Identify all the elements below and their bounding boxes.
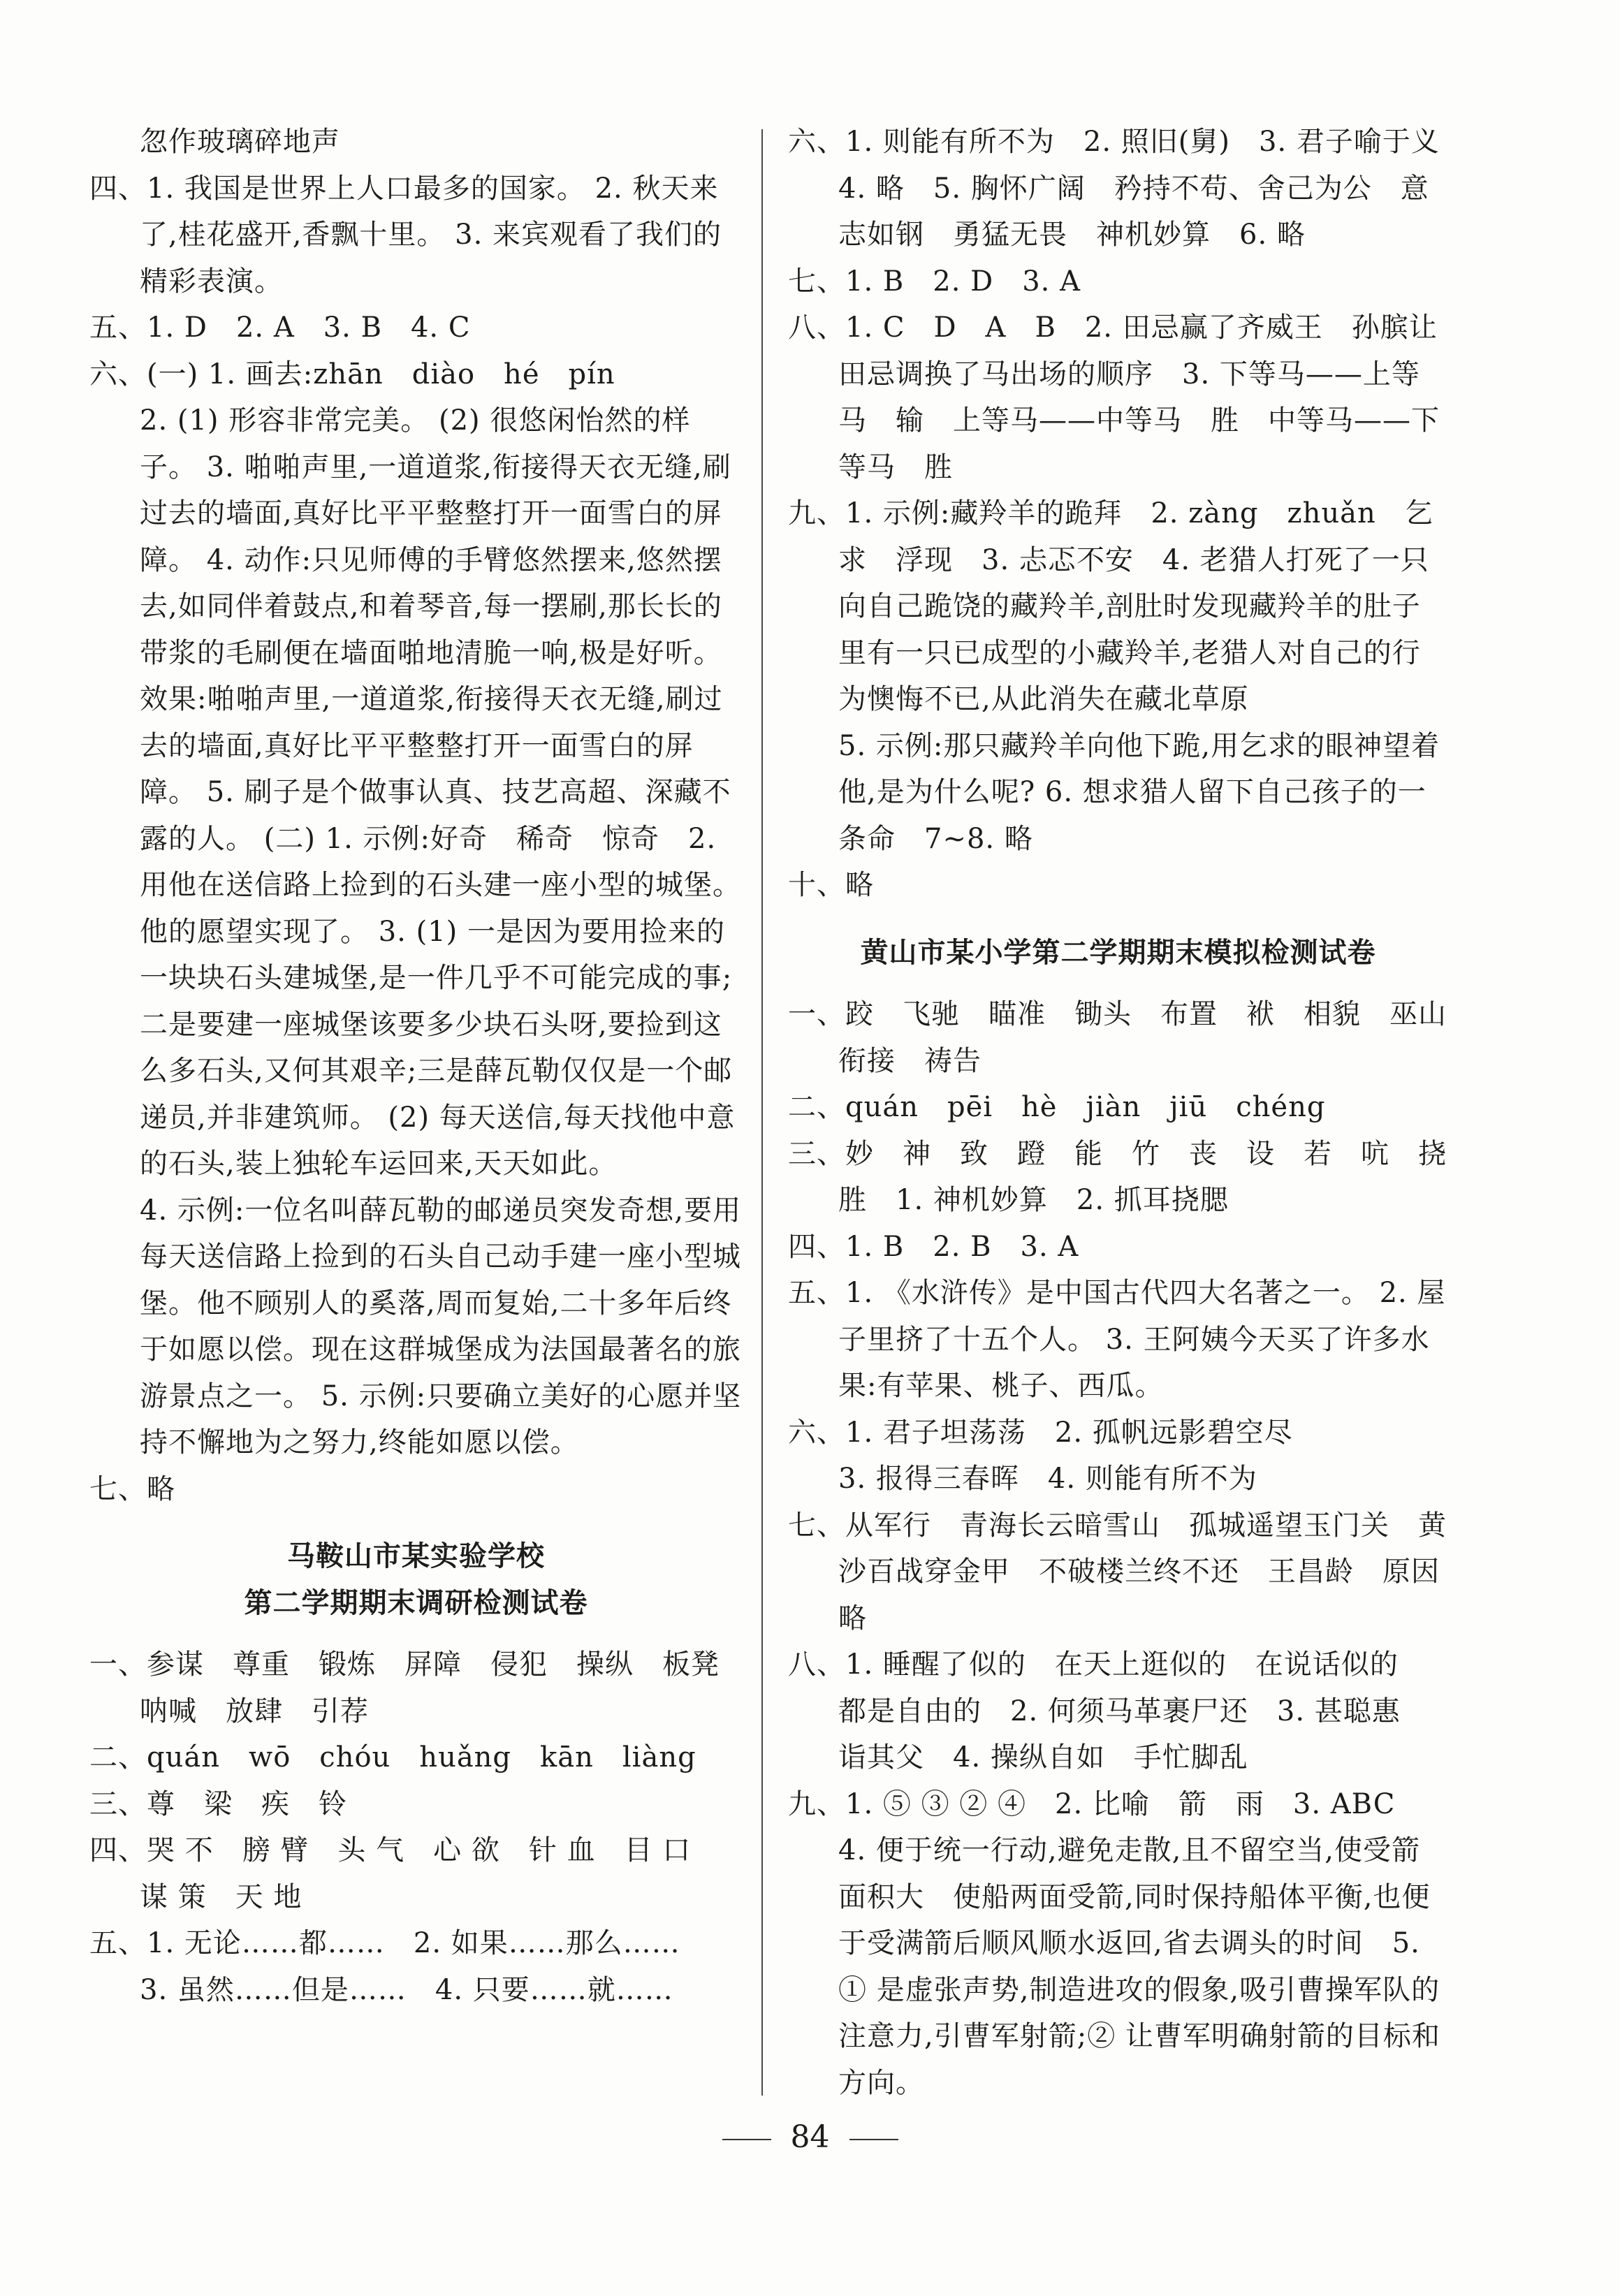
answer-para: 五、1. 《水浒传》是中国古代四大名著之一。 2. 屋子里挤了十五个人。 3. 王阿姨今天买了许多水果:有苹果、桃子、西瓜。 [788,1277,1446,1402]
answer-para: 4. 示例:一位名叫薛瓦勒的邮递员突发奇想,要用每天送信路上捡到的石头自己动手建一座小型城堡。他不顾别人的奚落,周而复始,二十多年后终于如愿以偿。现在这群城堡成为法国最著名的旅游景点之一。 5. 示例:只要确立美好的心愿并坚持不懈地为之努力,终能如愿以偿。 [140,1194,742,1458]
answer-para: 二、quán wō chóu huǎng kān liàng [89,1741,696,1774]
answer-para: 3. 虽然……但是…… 4. 只要……就…… [140,1973,673,2006]
answer-para: 六、1. 君子坦荡荡 2. 孤帆远影碧空尽 [788,1416,1293,1449]
answer-para: 四、1. B 2. B 3. A [788,1230,1079,1263]
answer-para: 七、1. B 2. D 3. A [788,265,1081,298]
answer-para: 三、妙 神 致 蹬 能 竹 丧 设 若 吭 挠 胜 1. 神机妙算 2. 抓耳挠腮 [788,1137,1475,1216]
answer-para: 五、1. 无论……都…… 2. 如果……那么…… [89,1927,680,1959]
left-column [89,119,748,2013]
footer-dash-left [722,2139,771,2140]
answer-para: 5. 示例:那只藏羚羊向他下跪,用乞求的眼神望着他,是为什么呢? 6. 想求猎人留下自己孩子的一条命 7~8. 略 [838,729,1440,855]
answer-line: 忽作玻璃碎地声 [140,126,340,158]
answer-para: 八、1. C D A B 2. 田忌赢了齐威王 孙膑让田忌调换了马出场的顺序 3. 下等马——上等马 输 上等马——中等马 胜 中等马——下等马 胜 [788,312,1440,483]
answer-para: 八、1. 睡醒了似的 在天上逛似的 在说话似的 都是自由的 2. 何须马革裹尸还 3. 甚聪惠 诣其父 4. 操纵自如 手忙脚乱 [788,1648,1429,1774]
right-column [788,119,1475,2106]
answer-para: 十、略 [788,869,874,901]
page-number: 84 [790,2119,830,2155]
answer-para: 六、1. 则能有所不为 2. 照旧(舅) 3. 君子喻于义 4. 略 5. 胸怀广阔 矜持不苟、舍己为公 意志如钢 勇猛无畏 神机妙算 6. 略 [788,126,1468,251]
answer-para: 四、哭 不 膀 臂 头 气 心 欲 针 血 目 口 谋 策 天 地 [89,1834,720,1913]
section-title: 黄山市某小学第二学期期末模拟检测试卷 [860,936,1376,969]
page-footer [0,2116,1620,2158]
answer-para: 3. 报得三春晖 4. 则能有所不为 [838,1463,1257,1495]
answer-para: 九、1. 示例:藏羚羊的跪拜 2. zàng zhuǎn 乞求 浮现 3. 忐忑不安 4. 老猎人打死了一只向自己跪饶的藏羚羊,剖肚时发现藏羚羊的肚子里有一只已成型的小藏羚羊,老猎人对自己的行为懊悔不已,从此消失在藏北草原 [788,497,1433,715]
answer-para: 九、1. ⑤ ③ ② ④ 2. 比喻 箭 雨 3. ABC [788,1787,1396,1820]
footer-dash-right [849,2139,898,2140]
answer-para: 四、1. 我国是世界上人口最多的国家。 2. 秋天来了,桂花盛开,香飘十里。 3. 来宾观看了我们的精彩表演。 [89,172,722,298]
section-subtitle: 第二学期期末调研检测试卷 [244,1586,588,1619]
answer-para: 一、跤 飞驰 瞄准 锄头 布置 袱 相貌 巫山 衔接 祷告 [788,998,1475,1077]
section-title: 马鞍山市某实验学校 [287,1540,545,1572]
answer-para: 一、参谋 尊重 锻炼 屏障 侵犯 操纵 板凳 呐喊 放肆 引荐 [89,1648,748,1727]
column-divider [761,129,763,2096]
answer-para: 七、略 [89,1472,175,1505]
answer-para: 二、quán pēi hè jiàn jiū chéng [788,1091,1326,1123]
answer-para: 五、1. D 2. A 3. B 4. C [89,312,471,344]
answer-para: 4. 便于统一行动,避免走散,且不留空当,使受箭面积大 使船两面受箭,同时保持船体平衡,也便于受满箭后顺风顺水返回,省去调头的时间 5. ① 是虚张声势,制造进攻的假象,吸引曹操军队的注意力,引曹军射箭;② 让曹军明确射箭的目标和方向。 [838,1834,1440,2099]
answer-para: 2. (1) 形容非常完美。 (2) 很悠闲怡然的样子。 3. 啪啪声里,一道道浆,衔接得天衣无缝,刷过去的墙面,真好比平平整整打开一面雪白的屏障。 4. 动作:只见师傅的手臂悠然摆来,悠然摆去,如同伴着鼓点,和着琴音,每一摆刷,那长长的带浆的毛刷便在墙面啪地清脆一响,极是好听。 效果:啪啪声里,一道道浆,衔接得天衣无缝,刷过去的墙面,真好比平平整整打开一面雪白的屏障。 5. 刷子是个做事认真、技艺高超、深藏不露的人。 (二) 1. 示例:好奇 稀奇 惊奇 2. 用他在送信路上捡到的石头建一座小型的城堡。 他的愿望实现了。 3. (1) 一是因为要用捡来的一块块石头建城堡,是一件几乎不可能完成的事;二是要建一座城堡该要多少块石头呀,要捡到这么多石头,又何其艰辛;三是薛瓦勒仅仅是一个邮递员,并非建筑师。 (2) 每天送信,每天找他中意的石头,装上独轮车运回来,天天如此。 [140,404,741,1180]
answer-para: 六、(一) 1. 画去:zhān diào hé pín [89,358,615,390]
answer-para: 七、从军行 青海长云暗雪山 孤城遥望玉门关 黄沙百战穿金甲 不破楼兰终不还 王昌龄 原因略 [788,1509,1447,1635]
answer-para: 三、尊 梁 疾 铃 [89,1787,347,1820]
